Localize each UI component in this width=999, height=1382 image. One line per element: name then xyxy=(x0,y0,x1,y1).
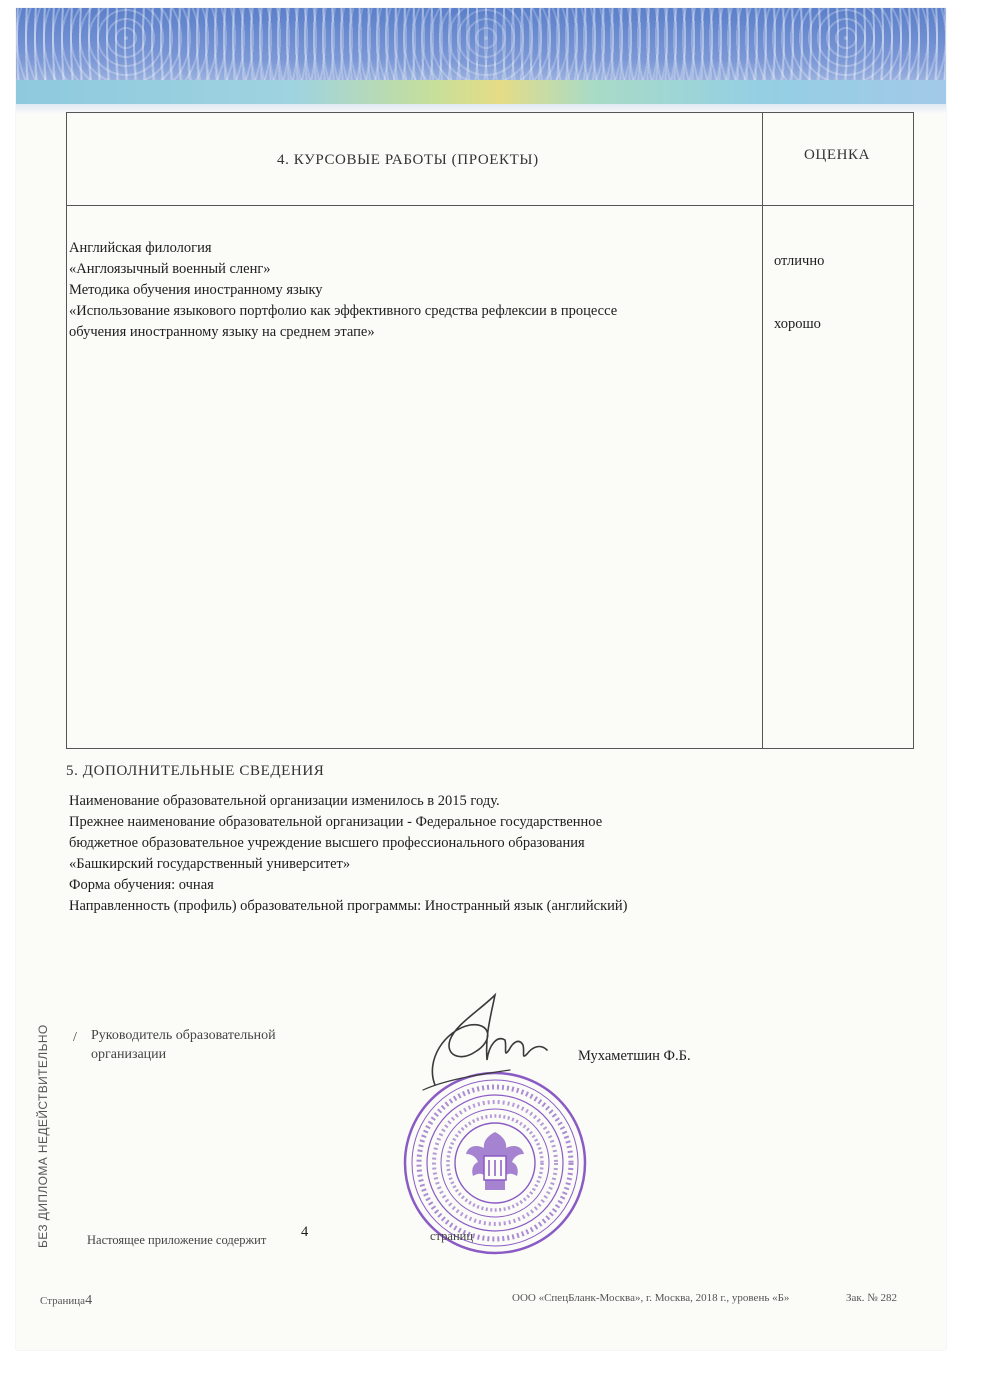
coursework-row xyxy=(69,238,617,343)
order-number: Зак. № 282 xyxy=(846,1292,897,1304)
additional-info-line: Наименование образовательной организации изменилось в 2015 году. xyxy=(69,793,500,809)
coursework-subject: Английская филология xyxy=(69,240,212,256)
contents-page-count: 4 xyxy=(301,1224,309,1240)
signatory-role-line: Руководитель образовательной xyxy=(91,1028,276,1043)
grade-value: отлично xyxy=(774,253,825,269)
page-number: 4 xyxy=(85,1293,93,1308)
coursework-topic: «Англоязычный военный сленг» xyxy=(69,261,271,277)
grade-column-header: ОЦЕНКА xyxy=(804,147,871,163)
additional-info-line: Направленность (профиль) образовательной программы: Иностранный язык (английский) xyxy=(69,898,628,914)
page-label: Страница xyxy=(40,1295,86,1307)
signature-icon xyxy=(415,990,555,1100)
page-indicator xyxy=(40,1293,92,1309)
table-column-divider xyxy=(762,113,763,748)
signatory-slash: / xyxy=(73,1030,77,1045)
vertical-validity-note: БЕЗ ДИПЛОМА НЕДЕЙСТВИТЕЛЬНО xyxy=(36,1024,50,1248)
grade-value: хорошо xyxy=(774,316,821,332)
additional-info-title: 5. ДОПОЛНИТЕЛЬНЫЕ СВЕДЕНИЯ xyxy=(66,763,325,779)
signatory-role xyxy=(91,1028,276,1063)
contents-label: Настоящее приложение содержит xyxy=(87,1233,267,1247)
additional-info-line: «Башкирский государственный университет» xyxy=(69,856,351,872)
table-header-divider xyxy=(67,205,913,206)
coursework-topic: «Использование языкового портфолио как эффективного средства рефлексии в процессе xyxy=(69,303,618,319)
coursework-subject: Методика обучения иностранному языку xyxy=(69,282,323,298)
coursework-table xyxy=(66,112,914,749)
signatory-name: Мухаметшин Ф.Б. xyxy=(578,1048,691,1064)
signatory-role-line: организации xyxy=(91,1047,167,1062)
coursework-table-title: 4. КУРСОВЫЕ РАБОТЫ (ПРОЕКТЫ) xyxy=(277,152,539,168)
coursework-topic-continued: обучения иностранному языку на среднем этапе» xyxy=(69,324,375,340)
additional-info-block xyxy=(69,791,628,917)
additional-info-line: бюджетное образовательное учреждение высшего профессионального образования xyxy=(69,835,585,851)
contents-unit: страниц xyxy=(430,1229,474,1243)
printer-info: ООО «СпецБланк-Москва», г. Москва, 2018 г., уровень «Б» xyxy=(512,1292,790,1304)
rainbow-strip xyxy=(16,80,946,104)
additional-info-line: Прежнее наименование образовательной организации - Федеральное государственное xyxy=(69,814,603,830)
additional-info-line: Форма обучения: очная xyxy=(69,877,214,893)
